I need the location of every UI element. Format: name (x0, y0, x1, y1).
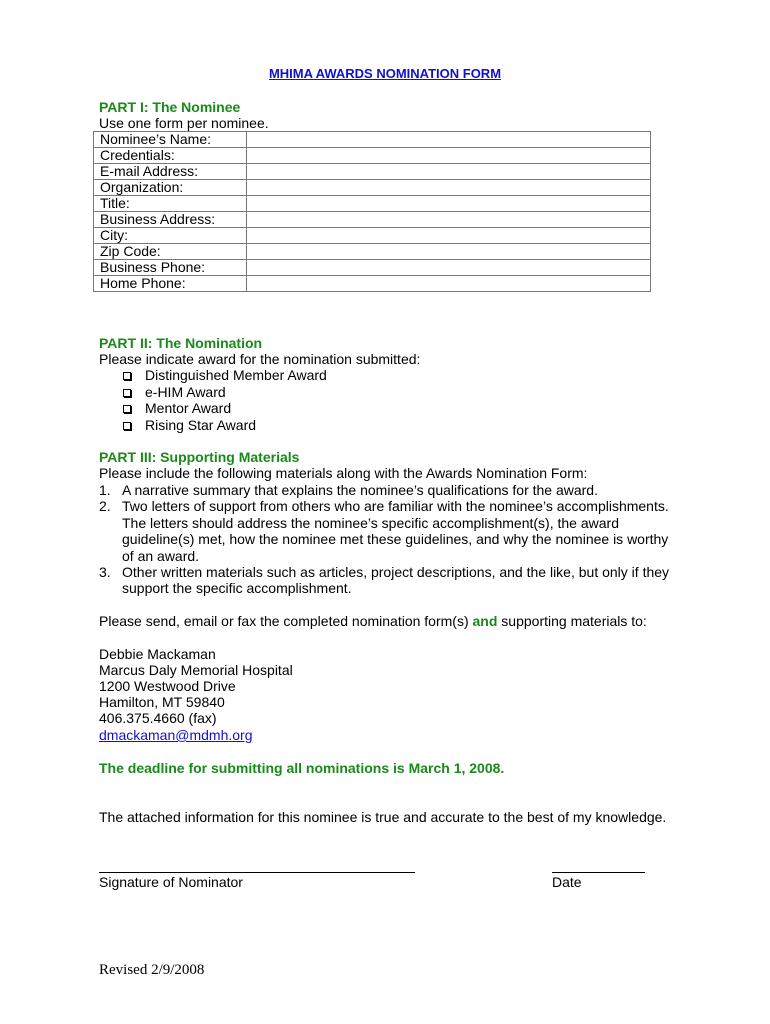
attestation-text: The attached information for this nominee is true and accurate to the best of my knowledge. (99, 809, 667, 825)
contact-name: Debbie Mackaman (99, 646, 216, 662)
part1-instruction: Use one form per nominee. (99, 115, 269, 131)
nominee-row (94, 260, 651, 276)
send-emphasis: and (472, 613, 498, 629)
contact-org: Marcus Daly Memorial Hospital (99, 662, 293, 678)
materials-item-number: 2. (99, 498, 111, 515)
materials-item-number: 1. (99, 482, 111, 498)
date-label: Date (552, 874, 582, 890)
nominee-table (93, 131, 651, 292)
nominee-row (94, 276, 651, 292)
field-label: Business Phone: (94, 260, 247, 276)
part1-heading: PART I: The Nominee (99, 99, 241, 115)
nominee-row (94, 212, 651, 228)
field-label: Home Phone: (94, 276, 247, 292)
part2-instruction: Please indicate award for the nomination submitted: (99, 351, 421, 367)
field-label: Title: (94, 196, 247, 212)
materials-item-text: Two letters of support from others who are familiar with the nominee’s accomplishments. (122, 498, 669, 515)
field-entry[interactable] (247, 196, 651, 212)
send-suffix: supporting materials to: (497, 613, 647, 629)
award-label: Rising Star Award (145, 416, 257, 433)
materials-item-text: guideline(s) met, how the nominee met these guidelines, and why the nominee is worthy (122, 531, 669, 548)
award-checkbox[interactable] (123, 422, 131, 430)
field-entry[interactable] (247, 244, 651, 260)
part3-heading: PART III: Supporting Materials (99, 449, 300, 465)
signature-label: Signature of Nominator (99, 874, 243, 890)
award-label: Mentor Award (145, 400, 232, 416)
contact-fax: 406.375.4660 (fax) (99, 710, 217, 726)
nominee-row (94, 148, 651, 164)
nominee-row (94, 132, 651, 148)
field-label: Nominee’s Name: (94, 132, 247, 148)
field-entry[interactable] (247, 260, 651, 276)
nominee-row (94, 244, 651, 260)
send-prefix: Please send, email or fax the completed nomination form(s) (99, 613, 473, 629)
part2-heading: PART II: The Nomination (99, 335, 263, 351)
nominee-row (94, 228, 651, 244)
field-entry[interactable] (247, 132, 651, 148)
part3-instruction: Please include the following materials along with the Awards Nomination Form: (99, 465, 588, 481)
field-entry[interactable] (247, 212, 651, 228)
award-checkbox[interactable] (123, 372, 131, 380)
nominee-row (94, 164, 651, 180)
field-label: Zip Code: (94, 244, 247, 260)
form-title: MHIMA AWARDS NOMINATION FORM (268, 66, 502, 81)
award-label: Distinguished Member Award (145, 367, 327, 383)
field-entry[interactable] (247, 228, 651, 244)
materials-item-text: support the specific accomplishment. (122, 580, 352, 597)
signature-line[interactable] (99, 872, 415, 873)
award-label: e-HIM Award (145, 383, 226, 400)
revised-date: Revised 2/9/2008 (99, 962, 205, 978)
materials-item-text: The letters should address the nominee’s specific accomplishment(s), the award (122, 514, 619, 531)
field-entry[interactable] (247, 148, 651, 164)
field-label: Business Address: (94, 212, 247, 228)
field-entry[interactable] (247, 276, 651, 292)
field-entry[interactable] (247, 180, 651, 196)
send-instruction (99, 613, 647, 629)
award-checkbox[interactable] (123, 389, 131, 397)
materials-item-text: Other written materials such as articles, project descriptions, and the like, but only if they (122, 564, 670, 580)
contact-email-link[interactable]: dmackaman@mdmh.org (99, 727, 253, 743)
materials-item-text: A narrative summary that explains the nominee’s qualifications for the award. (122, 482, 598, 498)
field-label: Credentials: (94, 148, 247, 164)
deadline-notice: The deadline for submitting all nominations is March 1, 2008. (99, 760, 505, 776)
materials-item-text: of an award. (122, 547, 200, 564)
nominee-row (94, 196, 651, 212)
field-label: Organization: (94, 180, 247, 196)
nominee-row (94, 180, 651, 196)
contact-city: Hamilton, MT 59840 (99, 694, 225, 710)
field-label: City: (94, 228, 247, 244)
date-line[interactable] (552, 872, 645, 873)
award-checkbox[interactable] (123, 405, 131, 413)
contact-street: 1200 Westwood Drive (99, 678, 236, 694)
field-label: E-mail Address: (94, 164, 247, 180)
field-entry[interactable] (247, 164, 651, 180)
materials-item-number: 3. (99, 564, 111, 580)
